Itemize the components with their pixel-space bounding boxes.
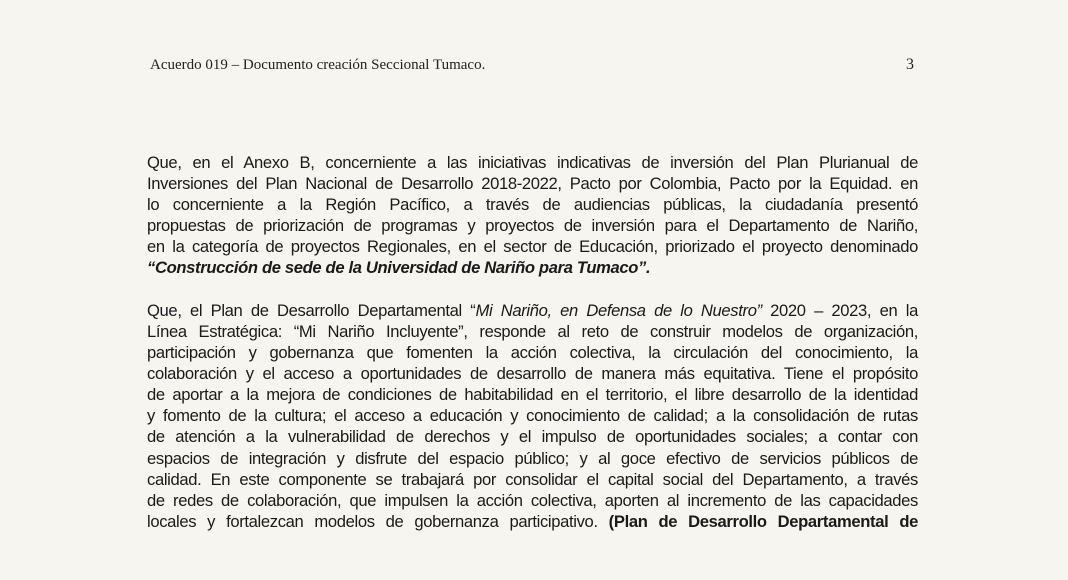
text-line: colaboración y el acceso a oportunidades de desarrollo de manera más equitativa. Tiene el propósito [147,364,918,384]
document-body [147,152,918,532]
plan-name: Mi Nariño, en Defensa de lo Nuestro” [475,300,762,320]
text-segment: locales y fortalezcan modelos de gobernanza participativo. [147,511,598,531]
text-line: Línea Estratégica: “Mi Nariño Incluyente”, responde al reto de construir modelos de organización, [147,321,918,341]
text-line: y fomento de la cultura; el acceso a educación y conocimiento de calidad; a la consolidación de rutas [147,406,918,426]
text-line: en la categoría de proyectos Regionales, en el sector de Educación, priorizado el proyecto denominado [147,237,918,257]
paragraph-anexo-b [147,152,918,279]
document-title: Acuerdo 019 – Documento creación Seccional Tumaco. [150,57,486,73]
text-line: de redes de colaboración, que impulsen la acción colectiva, aporten al incremento de las capacidades [147,490,918,510]
paragraph-gap [147,279,918,300]
text-line: Inversiones del Plan Nacional de Desarrollo 2018-2022, Pacto por Colombia, Pacto por la Equidad. en [147,174,918,194]
text-line: espacios de integración y disfrute del espacio público; y al goce efectivo de servicios públicos de [147,448,918,468]
text-line [147,511,918,532]
citation: (Plan de Desarrollo Departamental de [608,511,918,531]
text-line: de atención a la vulnerabilidad de derechos y el impulso de oportunidades sociales; a contar con [147,427,918,447]
text-line: lo concerniente a la Región Pacífico, a través de audiencias públicas, la ciudadanía presentó [147,195,918,215]
text-segment: 2020 – 2023, en la [761,300,918,320]
project-name: “Construcción de sede de la Universidad de Nariño para Tumaco”. [147,258,651,278]
text-line: de aportar a la mejora de condiciones de habitabilidad en el territorio, el libre desarrollo de la identidad [147,385,918,405]
text-segment: Que, el Plan de Desarrollo Departamental “ [147,300,476,320]
text-line: Que, en el Anexo B, concerniente a las iniciativas indicativas de inversión del Plan Plurianual de [147,153,918,172]
paragraph-plan-desarrollo [147,300,918,532]
text-line: participación y gobernanza que fomenten la acción colectiva, la circulación del conocimiento, la [147,343,918,363]
text-line: propuestas de priorización de programas y proyectos de inversión para el Departamento de Nariño, [147,216,918,236]
page-number: 3 [906,56,914,73]
text-line [147,300,918,321]
text-line: calidad. En este componente se trabajará por consolidar el capital social del Departamento, a través [147,469,918,489]
